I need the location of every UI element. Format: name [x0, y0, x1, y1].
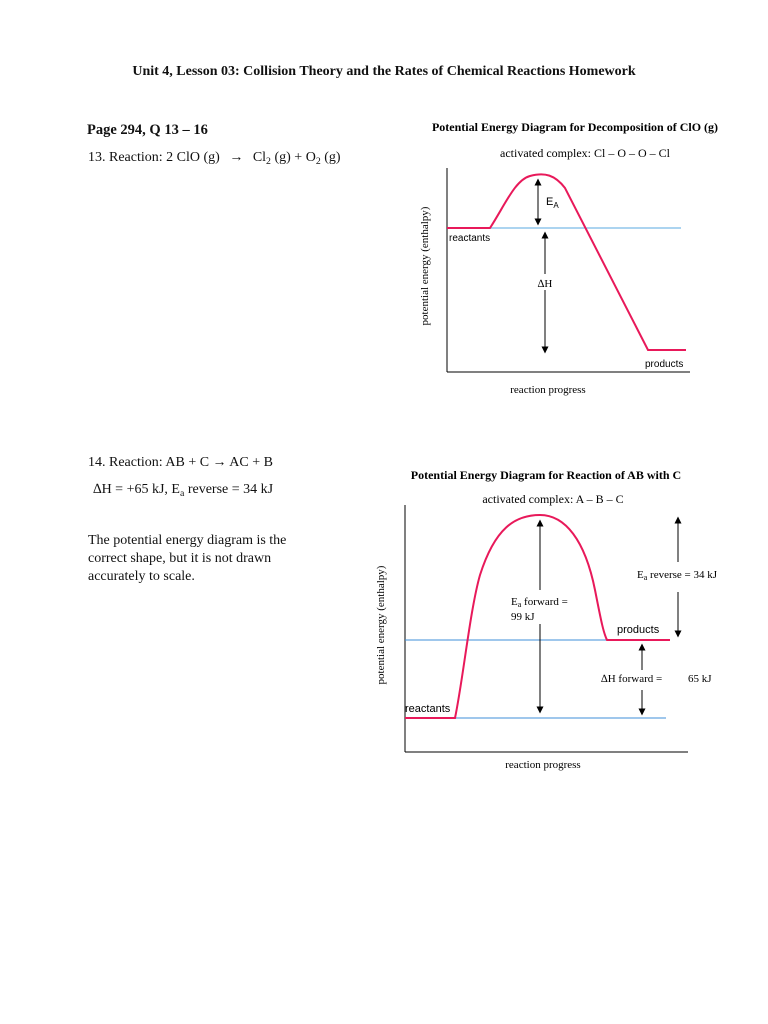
- chart1-ea-e: E: [546, 196, 554, 208]
- q13-cl-tail: (g) +: [270, 150, 306, 165]
- q13-cl: Cl: [252, 150, 267, 165]
- q13-o-sub: 2: [315, 156, 321, 167]
- chart2-ea-forward-text: forward =: [521, 596, 568, 608]
- chart1-ea-sub: A: [553, 201, 559, 210]
- q13-prefix: 13. Reaction: 2 ClO (g): [88, 150, 220, 165]
- chart2-ea-reverse-label: [637, 569, 718, 582]
- chart2-ea-reverse-e: E: [637, 569, 644, 581]
- chart2-ea-forward-sub: a: [517, 600, 522, 609]
- chart2-dh-forward-label: ∆H forward =: [601, 673, 663, 685]
- q13-arrow: →: [229, 150, 244, 165]
- q13-cl-sub: 2: [266, 156, 271, 167]
- chart2-ea-reverse-sub: a: [643, 573, 648, 582]
- chart2-ea-forward-value: 99 kJ: [511, 611, 535, 623]
- chart1-x-label: reaction progress: [510, 384, 586, 396]
- q14-note: The potential energy diagram is the correct shape, but it is not drawn accurately to scale.: [88, 533, 287, 584]
- chart2-ea-forward-e: E: [511, 596, 518, 608]
- chart2-title: Potential Energy Diagram for Reaction of AB with C: [410, 468, 682, 482]
- q14-dh-tail: reverse = 34 kJ: [184, 482, 274, 497]
- q13-o-tail: (g): [320, 150, 341, 165]
- section-heading: Page 294, Q 13 – 16: [87, 122, 208, 138]
- chart2-dh-forward-value: 65 kJ: [688, 673, 712, 685]
- chart2-reactants-label: reactants: [405, 703, 451, 715]
- chart1-y-label: potential energy (enthalpy): [419, 206, 431, 326]
- page-title: Unit 4, Lesson 03: Collision Theory and the Rates of Chemical Reactions Homework: [132, 64, 636, 79]
- q14-dh-sub: a: [179, 488, 185, 499]
- q13-o: O: [305, 150, 316, 165]
- chart1-subtitle: activated complex: Cl – O – O – Cl: [500, 146, 670, 160]
- chart2-products-label: products: [617, 624, 660, 636]
- chart1-reactants-label: reactants: [449, 233, 491, 244]
- q14-reaction: 14. Reaction: AB + C → AC + B: [88, 455, 273, 470]
- chart1-dh-label: ∆H: [537, 278, 553, 290]
- q14-dh: ∆H = +65 kJ, E: [93, 482, 180, 497]
- chart2-subtitle: activated complex: A – B – C: [482, 492, 624, 506]
- chart1-products-label: products: [645, 359, 684, 370]
- chart1-title: Potential Energy Diagram for Decomposition of ClO (g): [431, 120, 719, 134]
- chart2-x-label: reaction progress: [505, 759, 581, 771]
- chart2-ea-reverse-text: reverse = 34 kJ: [647, 569, 718, 581]
- chart2-y-label: potential energy (enthalpy): [375, 565, 387, 685]
